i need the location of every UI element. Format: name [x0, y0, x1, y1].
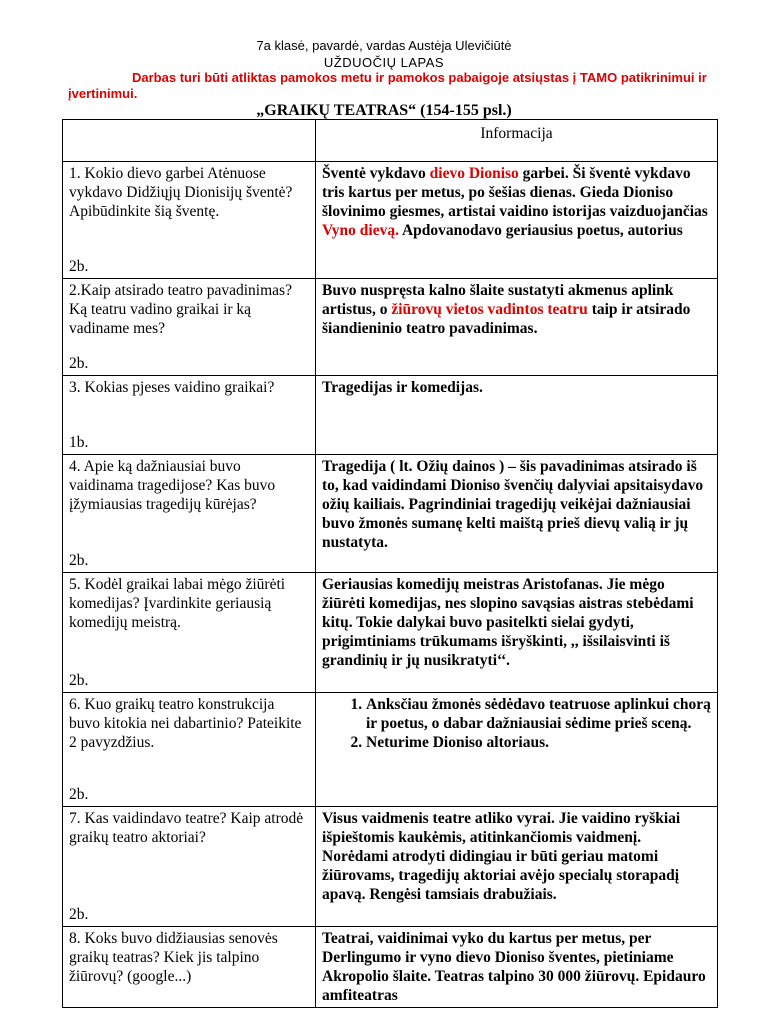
table-row: [63, 279, 718, 376]
question-cell: [63, 573, 316, 693]
points-label: 2b.: [69, 672, 89, 689]
answer-text: Tragedija ( lt. Ožių dainos ) – šis pavadinimas atsirado iš to, kad vaidindami Dioniso švenčių dalyviai apsitaisydavo ožių kailiais. Pagrindiniai tragedijų veikėjai dažniausiai buvo žmonės sumanę kelti maištą prieš dievų valią ir jų nustatyta.: [322, 458, 704, 551]
points-label: 1b.: [69, 434, 89, 451]
worksheet-table: [62, 119, 718, 1008]
worksheet-label: UŽDUOČIŲ LAPAS: [323, 55, 445, 70]
header-info-cell: Informacija: [316, 120, 718, 162]
answer-cell[interactable]: [316, 162, 718, 279]
answer-text: Geriausias komedijų meistras Aristofanas. Jie mėgo žiūrėti komedijas, nes slopino savąsias aistras stebėdami kitų. Tokie dalykai buvo pasitelkti sielai gydyti, prigimtiniams trūkumams išryškinti, ,, išsilaisvinti iš grandinių ir jų nusikratyti‘‘.: [322, 576, 694, 669]
question-text: 2.Kaip atsirado teatro pavadinimas? Ką teatru vadino graikai ir ką vadiname mes?: [69, 282, 292, 337]
answer-text: Apdovanodavo geriausius poetus, autorius: [398, 222, 683, 239]
answer-cell[interactable]: [316, 455, 718, 573]
answer-cell[interactable]: [316, 573, 718, 693]
table-row: [63, 573, 718, 693]
question-text: 4. Apie ką dažniausiai buvo vaidinama tragedijose? Kas buvo įžymiausias tragedijų kūrėjas?: [69, 458, 276, 513]
question-text: 8. Koks buvo didžiausias senovės graikų teatras? Kiek jis talpino žiūrovų? (google...): [69, 930, 278, 985]
table-row: [63, 455, 718, 573]
table-row: [63, 376, 718, 455]
table-row: [63, 693, 718, 807]
answer-text: taip ir atsirado šiandieninio teatro pavadinimas.: [322, 301, 691, 337]
answer-text: Teatrai, vaidinimai vyko du kartus per metus, per Derlingumo ir vyno dievo Dioniso šventes, pietiniame Akropolio šlaite. Teatras talpino 30 000 žiūrovų. Epidauro amfiteatras: [322, 930, 706, 1004]
student-info-line: 7a klasė, pavardė, vardas Austėja Ulevičiūtė: [256, 38, 512, 53]
question-text: 5. Kodėl graikai labai mėgo žiūrėti komedijas? Įvardinkite geriausią komedijų meistrą.: [69, 576, 286, 631]
table-row: [63, 162, 718, 279]
submission-warning: Darbas turi būti atliktas pamokos metu ir pamokos pabaigoje atsiųstas į TAMO patikrinimui ir įvertinimui.: [68, 70, 707, 101]
table-row: [63, 807, 718, 927]
answer-highlight: dievo Dioniso: [429, 165, 519, 182]
question-cell: [63, 693, 316, 807]
page-title: „GRAIKŲ TEATRAS“ (154-155 psl.): [256, 102, 512, 119]
question-text: 6. Kuo graikų teatro konstrukcija buvo kitokia nei dabartinio? Pateikite 2 pavyzdžius.: [69, 696, 302, 751]
question-cell: [63, 807, 316, 927]
question-cell: [63, 376, 316, 455]
answer-highlight: žiūrovų vietos vadintos teatru: [391, 301, 588, 318]
question-cell: [63, 279, 316, 376]
answer-cell[interactable]: [316, 279, 718, 376]
question-text: 7. Kas vaidindavo teatre? Kaip atrodė graikų teatro aktoriai?: [69, 810, 304, 846]
answer-text: Tragedijas ir komedijas.: [322, 379, 483, 396]
answer-list: [322, 695, 711, 752]
answer-text: Šventė vykdavo: [322, 165, 430, 182]
answer-cell[interactable]: [316, 693, 718, 807]
answer-cell[interactable]: [316, 376, 718, 455]
question-cell: [63, 927, 316, 1008]
points-label: 2b.: [69, 786, 89, 803]
answer-text: Buvo nuspręsta kalno šlaite sustatyti akmenus aplink artistus, o: [322, 282, 674, 318]
question-cell: [63, 455, 316, 573]
answer-text: garbei. Ši šventė vykdavo tris kartus per metus, po šešias dienas. Gieda Dioniso šlovinimo giesmes, artistai vaidino istorijas vaizduojančias: [322, 165, 708, 220]
points-label: 2b.: [69, 258, 89, 275]
list-item: 2. Neturime Dioniso altoriaus.: [366, 733, 711, 752]
header-question-cell: [63, 120, 316, 162]
list-item: 1. Anksčiau žmonės sėdėdavo teatruose aplinkui chorą ir poetus, o dabar dažniausiai sėdime prieš sceną.: [366, 695, 711, 733]
answer-text: Visus vaidmenis teatre atliko vyrai. Jie vaidino ryškiai išpieštomis kaukėmis, atitinkančiomis vaidmenį. Norėdami atrodyti didingiau ir būti geriau matomi žiūrovams, tragedijų aktoriai avėjo specialų storapadį apavą. Rengėsi tamsiais drabužiais.: [322, 810, 681, 903]
answer-cell[interactable]: [316, 807, 718, 927]
table-header-row: [63, 120, 718, 162]
answer-highlight: Vyno dievą.: [322, 222, 399, 239]
table-row: [63, 927, 718, 1008]
question-text: 1. Kokio dievo garbei Atėnuose vykdavo Didžiųjų Dionisijų šventė? Apibūdinkite šią šventę.: [69, 165, 293, 220]
points-label: 2b.: [69, 906, 89, 923]
answer-cell[interactable]: [316, 927, 718, 1008]
question-cell: [63, 162, 316, 279]
points-label: 2b.: [69, 552, 89, 569]
points-label: 2b.: [69, 355, 89, 372]
question-text: 3. Kokias pjeses vaidino graikai?: [69, 379, 275, 396]
